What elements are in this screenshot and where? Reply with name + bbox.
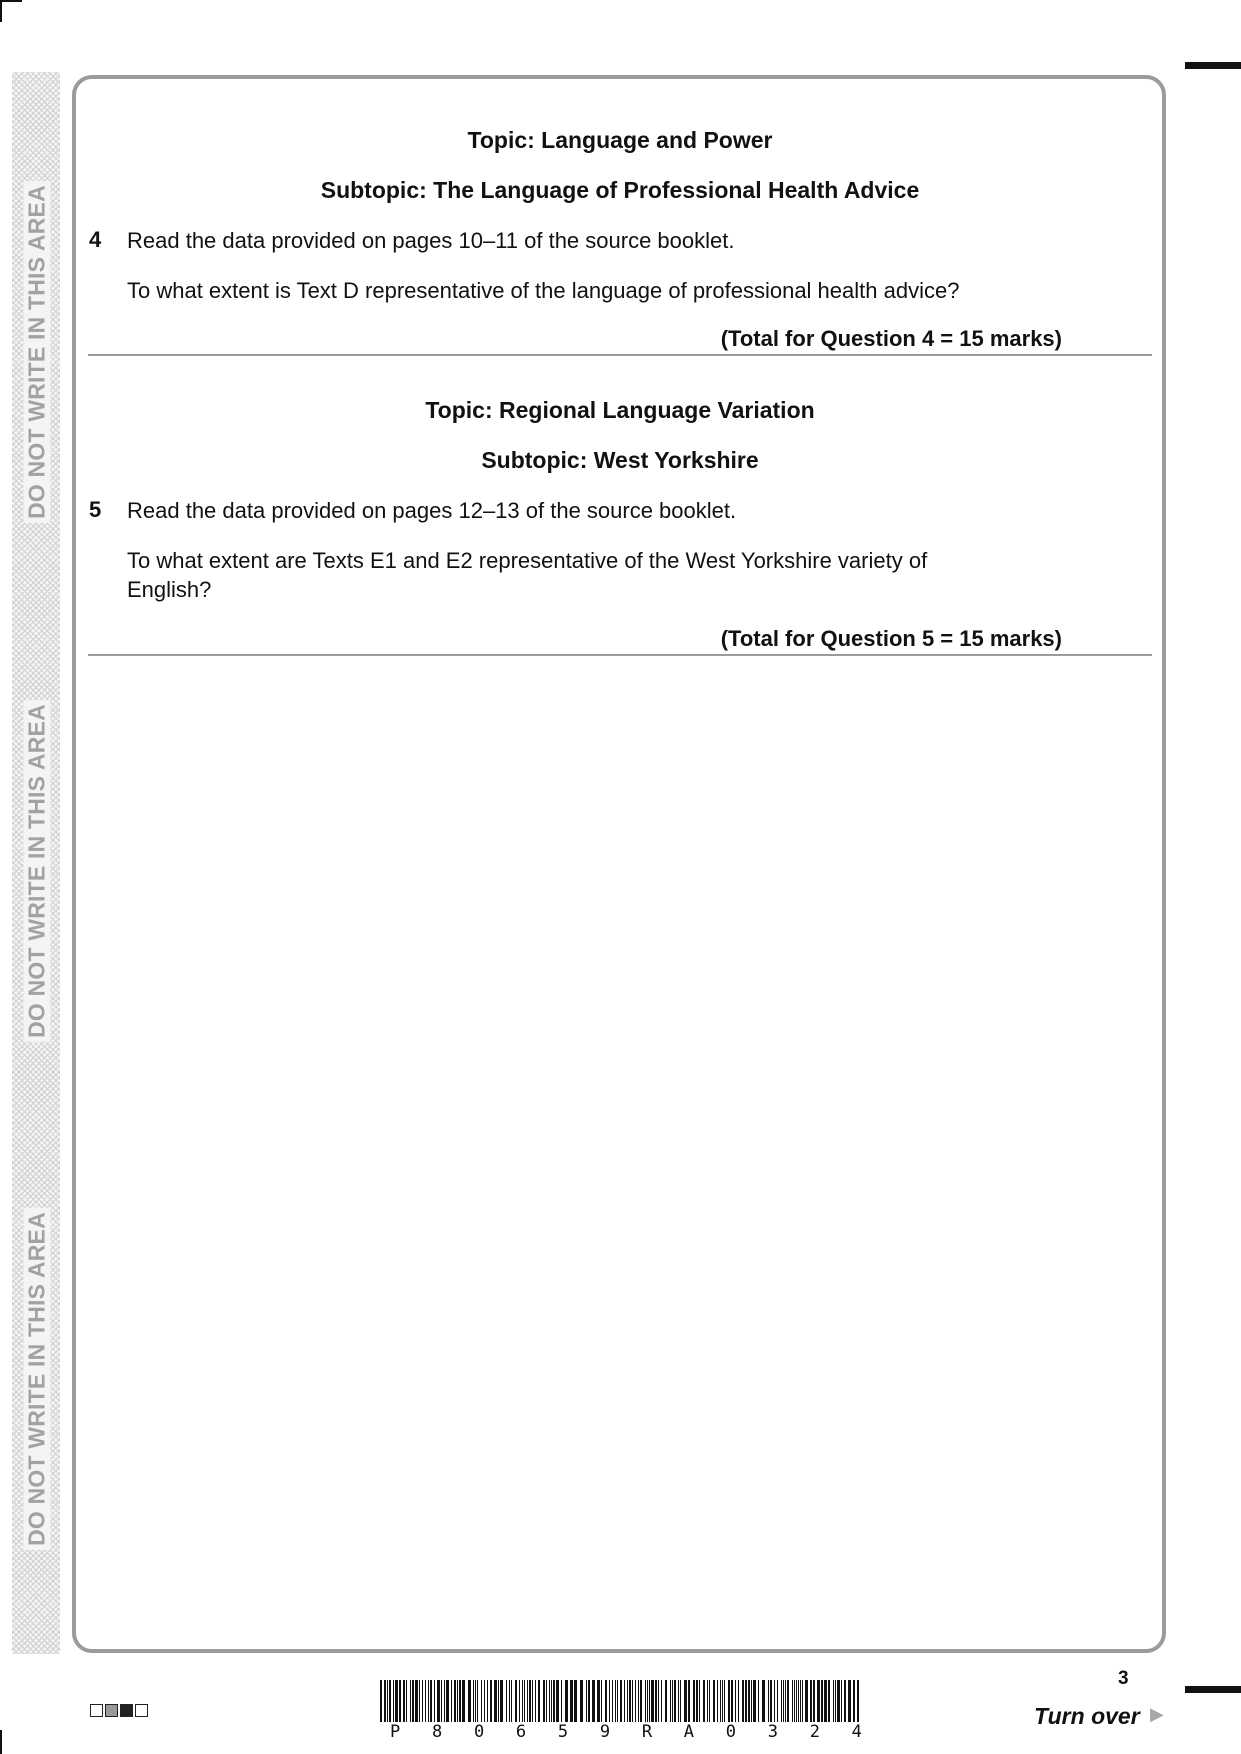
barcode-char: 0 — [725, 1722, 736, 1742]
q5-topic-heading: Topic: Regional Language Variation — [425, 397, 815, 423]
barcode-char: 4 — [851, 1722, 862, 1742]
turn-over-label: Turn over — [1034, 1703, 1140, 1729]
barcode-char: A — [683, 1722, 695, 1742]
barcode-char: 0 — [473, 1722, 485, 1742]
q5-total-marks: (Total for Question 5 = 15 marks) — [720, 626, 1062, 651]
q4-number: 4 — [89, 227, 102, 252]
side-warning-top: DO NOT WRITE IN THIS AREA — [24, 181, 51, 523]
q5-number: 5 — [89, 497, 102, 522]
crop-mark-top-left-vertical — [0, 0, 2, 22]
q4-question-text: To what extent is Text D representative of the language of professional health advice? — [127, 278, 960, 303]
barcode — [380, 1680, 864, 1722]
barcode-char: 8 — [431, 1722, 443, 1742]
q4-instruction: Read the data provided on pages 10–11 of the source booklet. — [127, 228, 735, 253]
barcode-char: 9 — [599, 1722, 611, 1742]
side-warning-middle: DO NOT WRITE IN THIS AREA — [24, 700, 51, 1042]
page-number: 3 — [1118, 1668, 1129, 1689]
turn-over-arrow-icon: ▶ — [1150, 1704, 1164, 1724]
q5-subtopic-heading: Subtopic: West Yorkshire — [481, 447, 759, 473]
q4-total-marks: (Total for Question 4 = 15 marks) — [720, 326, 1062, 351]
q4-divider — [88, 354, 1152, 356]
crop-mark-bottom-left — [0, 1730, 2, 1754]
q5-question-line-1: To what extent are Texts E1 and E2 representative of the West Yorkshire variety of — [127, 548, 928, 573]
barcode-char: R — [641, 1722, 653, 1742]
barcode-number — [390, 1722, 862, 1742]
q4-subtopic-heading: Subtopic: The Language of Professional Health Advice — [320, 177, 920, 203]
q5-instruction: Read the data provided on pages 12–13 of the source booklet. — [127, 498, 737, 523]
q5-question-text — [127, 546, 927, 604]
q5-question-line-2: English? — [127, 577, 212, 602]
barcode-char: 3 — [767, 1722, 778, 1742]
registration-square-empty — [135, 1704, 148, 1717]
printer-registration-squares — [90, 1704, 150, 1717]
q4-topic-heading: Topic: Language and Power — [467, 127, 773, 153]
barcode-char: 6 — [515, 1722, 527, 1742]
crop-mark-top-left-horizontal — [0, 0, 22, 2]
crop-mark-right-bottom — [1185, 1686, 1241, 1693]
side-warning-bottom: DO NOT WRITE IN THIS AREA — [24, 1208, 51, 1550]
q5-divider — [88, 654, 1152, 656]
registration-square-black — [120, 1704, 133, 1717]
crop-mark-right-top — [1185, 62, 1241, 69]
registration-square-grey — [105, 1704, 118, 1717]
barcode-char: P — [390, 1722, 401, 1742]
registration-square-empty — [90, 1704, 103, 1717]
answer-frame — [72, 75, 1166, 1653]
barcode-char: 5 — [557, 1722, 569, 1742]
barcode-char: 2 — [809, 1722, 820, 1742]
